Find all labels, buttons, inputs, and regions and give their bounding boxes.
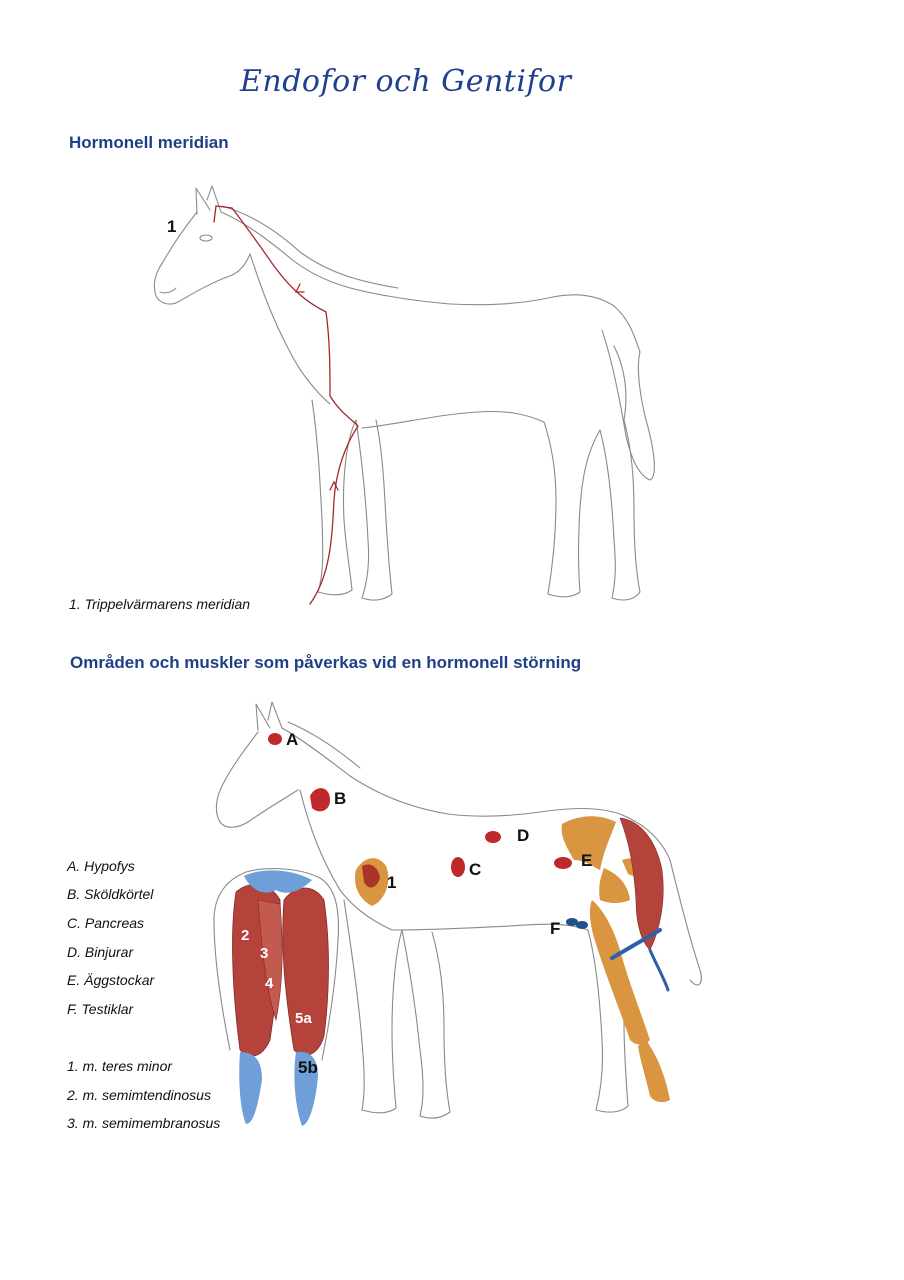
legend-item-hypofys: A. Hypofys [67, 858, 135, 874]
legend-item-aggstockar: E. Äggstockar [67, 972, 155, 988]
legend-item-teres-minor: 1. m. teres minor [67, 1058, 173, 1074]
marker-muscle-2: 2 [241, 927, 250, 944]
marker-muscle-5b: 5b [298, 1058, 318, 1077]
page-title: Endofor och Gentifor [240, 64, 572, 99]
marker-f: F [550, 919, 561, 938]
marker-b: B [334, 789, 347, 808]
meridian-caption: 1. Trippelvärmarens meridian [69, 596, 251, 612]
legend-item-skoldkortel: B. Sköldkörtel [67, 886, 154, 902]
marker-e: E [581, 851, 593, 870]
section-heading-meridian: Hormonell meridian [69, 133, 229, 152]
meridian-marker-1: 1 [167, 217, 177, 236]
marker-muscle-5a: 5a [295, 1010, 312, 1027]
marker-d: D [517, 826, 530, 845]
legend-item-semimtendinosus: 2. m. semimtendinosus [67, 1087, 211, 1103]
marker-c: C [469, 860, 482, 879]
marker-muscle-4: 4 [265, 975, 274, 992]
marker-a: A [286, 730, 299, 749]
legend-item-semimembranosus: 3. m. semimembranosus [67, 1115, 221, 1131]
marker-muscle-3: 3 [260, 945, 269, 962]
legend-item-binjurar: D. Binjurar [67, 944, 134, 960]
section-heading-areas: Områden och muskler som påverkas vid en hormonell störning [70, 653, 582, 672]
legend-item-pancreas: C. Pancreas [67, 915, 145, 931]
marker-muscle-1: 1 [387, 873, 397, 892]
legend-item-testiklar: F. Testiklar [67, 1001, 134, 1017]
